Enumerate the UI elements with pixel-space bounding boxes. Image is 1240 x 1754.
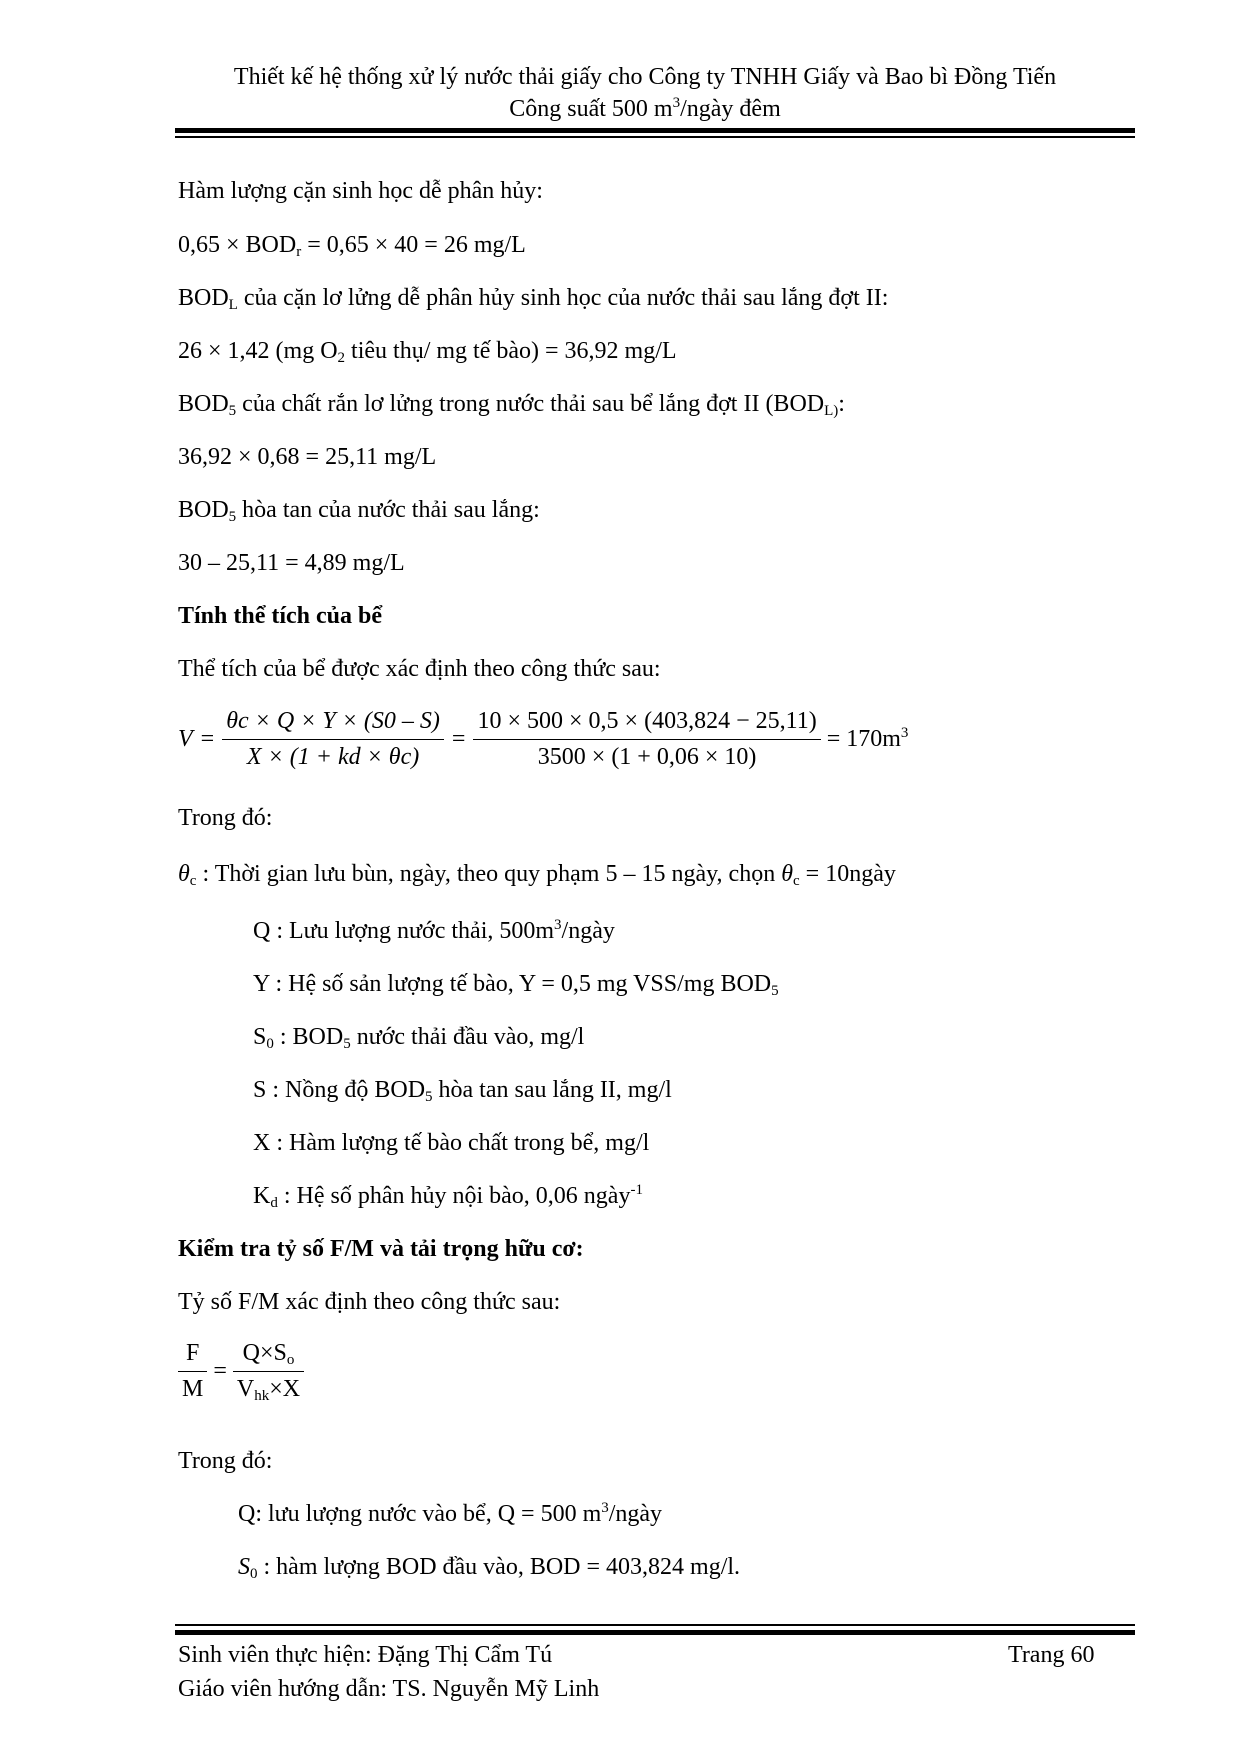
header-title-line1: Thiết kế hệ thống xử lý nước thải giấy cho Công ty TNHH Giấy và Bao bì Đồng Tiến xyxy=(233,64,1057,90)
definition2-s0: $S_0$ : hàm lượng BOD đầu vào, BOD = 403,824 mg/l. xyxy=(238,1554,741,1582)
equation-line: 30 – 25,11 = 4,89 mg/L xyxy=(178,550,405,576)
equation-line: 36,92 × 0,68 = 25,11 mg/L xyxy=(178,444,437,470)
fm-formula-fraction: $\frac{Q\times S_o}{V_{hk}\times X}$ xyxy=(233,1340,304,1403)
paragraph: Trong đó: xyxy=(178,1448,273,1474)
fm-ratio-equation: $\frac{F}{M}$ = $\frac{Q\times S_o}{V_{hk}\times X}$ xyxy=(178,1340,304,1403)
paragraph: Tỷ số F/M xác định theo công thức sau: xyxy=(178,1289,561,1315)
definition-s: S : Nồng độ $BOD_5$ hòa tan sau lắng II, mg/l xyxy=(253,1077,672,1105)
fm-fraction: $\frac{F}{M}$ xyxy=(178,1340,207,1403)
definition-q: Q : Lưu lượng nước thải, $500m^3$/ngày xyxy=(253,917,615,944)
volume-equation: V = $\frac{\theta c \times Q \times Y \times (S0 - S)}{X \times (1 + kd \times \theta c)}$ = $\frac{10 \times 500 \times 0,5 \times (403,824 - 25,11)}{3500 \times (1 + 0,06 \times 10)}$ = $170m^3$ xyxy=(178,708,909,770)
header-rule-thick xyxy=(175,128,1135,133)
equation-symbolic-fraction: $\frac{\theta c \times Q \times Y \times (S0 - S)}{X \times (1 + kd \times \theta c)}$ xyxy=(222,708,444,771)
equation-line: $0,65 \times BOD_r = 0,65 \times 40 = 26$ mg/L xyxy=(178,232,526,260)
definition-s0: $S_0$ : $BOD_5$ nước thải đầu vào, mg/l xyxy=(253,1024,585,1052)
header-title-line2: Công suất 500 $m^3$/ngày đêm xyxy=(509,95,781,122)
definition-kd: $K_d$ : Hệ số phân hủy nội bào, 0,06 ngày$^{-1}$ xyxy=(253,1182,643,1211)
definition2-q: Q: lưu lượng nước vào bể, Q = 500 $m^3$/ngày xyxy=(238,1500,663,1527)
footer-rule-thin xyxy=(175,1624,1135,1626)
definition-y: Y : Hệ số sản lượng tế bào, Y = 0,5 mg VSS/mg $BOD_5$ xyxy=(253,971,779,999)
footer-rule-thick xyxy=(175,1630,1135,1635)
equation-numeric-fraction: $\frac{10 \times 500 \times 0,5 \times (403,824 - 25,11)}{3500 \times (1 + 0,06 \times 10)}$ xyxy=(473,708,820,771)
equation-line: 26 × 1,42 (mg $O_2$ tiêu thụ/ mg tế bào) = 36,92 mg/L xyxy=(178,338,677,366)
section-heading: Tính thể tích của bể xyxy=(178,603,383,629)
footer-page-number: Trang 60 xyxy=(1008,1642,1095,1668)
paragraph: Hàm lượng cặn sinh học dễ phân hủy: xyxy=(178,178,543,204)
definition-theta: $\theta_c$ : Thời gian lưu bùn, ngày, theo quy phạm 5 – 15 ngày, chọn $\theta_c$ = 10ngày xyxy=(178,861,896,889)
header-rule-thin xyxy=(175,136,1135,138)
equation-result: = $170m^3$ xyxy=(826,725,909,752)
paragraph: $BOD_5$ của chất rắn lơ lửng trong nước thải sau bể lắng đợt II ($BOD_{L)}$: xyxy=(178,391,845,419)
equation-lhs: V xyxy=(178,726,193,752)
section-heading: Kiểm tra tỷ số F/M và tải trọng hữu cơ: xyxy=(178,1236,584,1262)
footer-student: Sinh viên thực hiện: Đặng Thị Cẩm Tú xyxy=(178,1642,553,1668)
paragraph: $BOD_L$ của cặn lơ lửng dễ phân hủy sinh học của nước thải sau lắng đợt II: xyxy=(178,285,889,313)
definition-x: X : Hàm lượng tế bào chất trong bể, mg/l xyxy=(253,1130,650,1156)
paragraph: Trong đó: xyxy=(178,805,273,831)
paragraph: $BOD_5$ hòa tan của nước thải sau lắng: xyxy=(178,497,540,525)
footer-advisor: Giáo viên hướng dẫn: TS. Nguyễn Mỹ Linh xyxy=(178,1676,600,1702)
paragraph: Thể tích của bể được xác định theo công thức sau: xyxy=(178,656,661,682)
